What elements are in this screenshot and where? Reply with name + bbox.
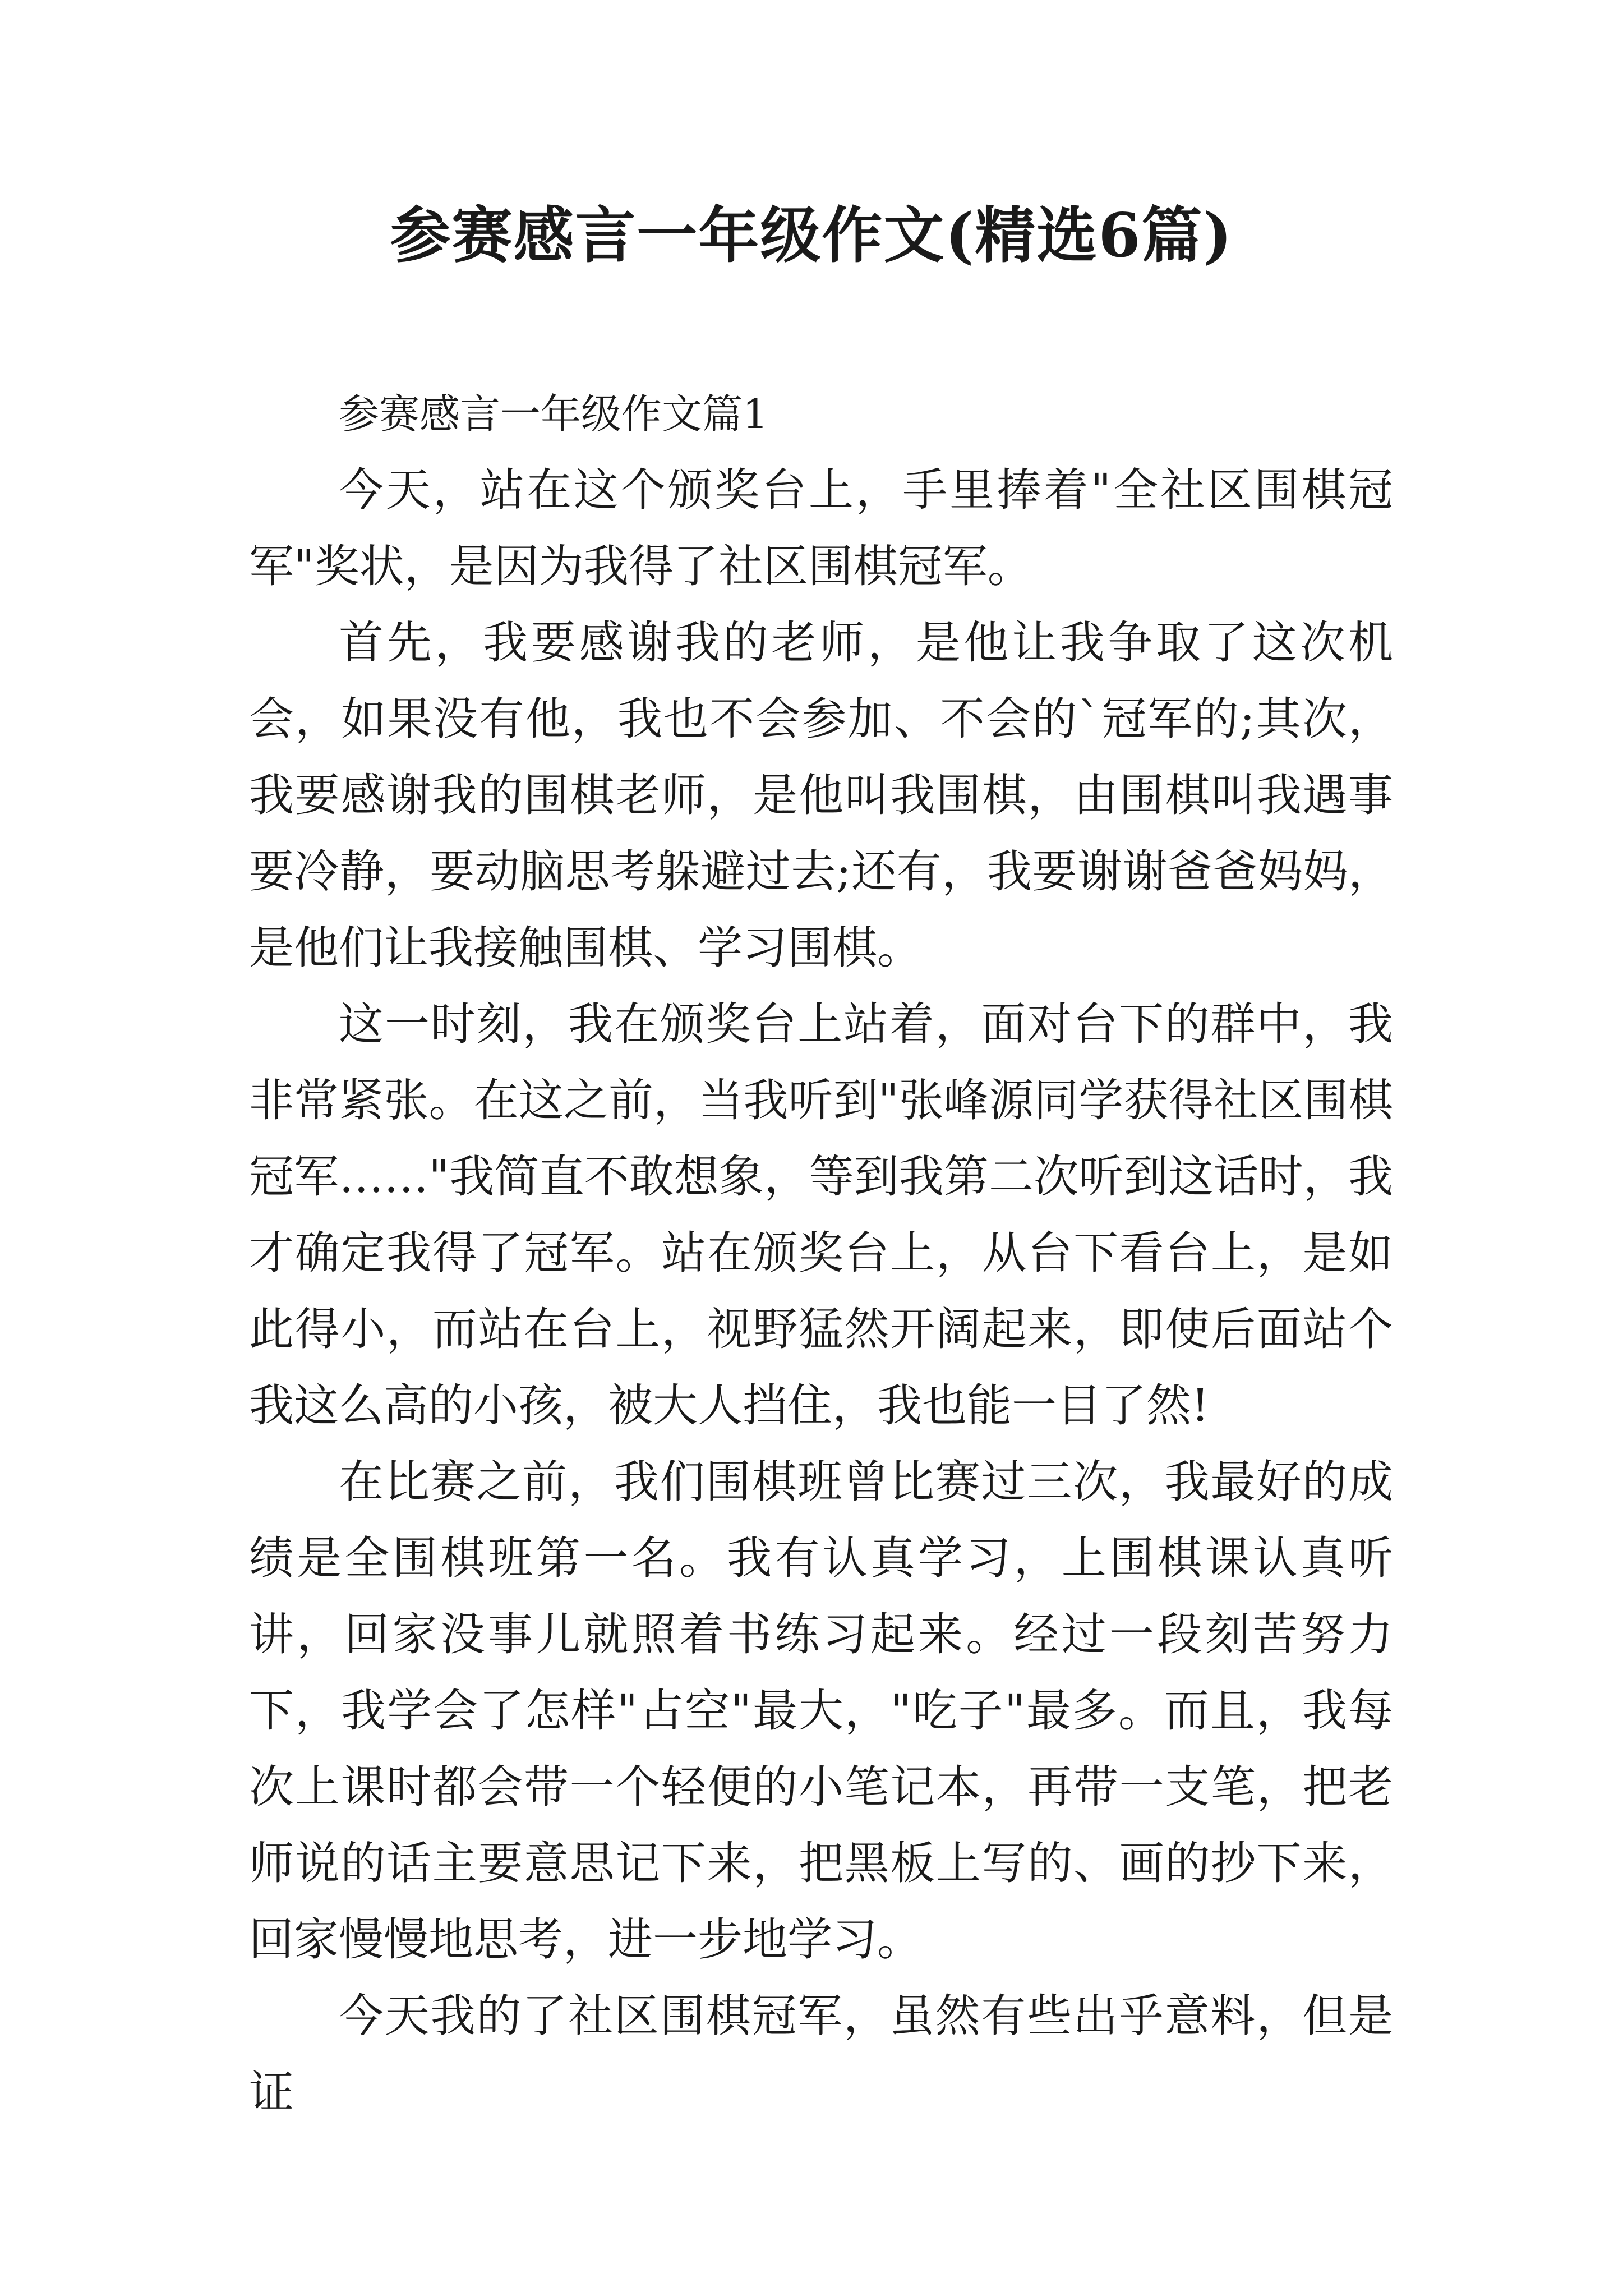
paragraph: 今天我的了社区围棋冠军，虽然有些出乎意料，但是证 [249, 1990, 1393, 2118]
section-heading: 参赛感言一年级作文篇1 [339, 390, 768, 438]
document-body [249, 376, 1393, 2131]
document-title: 参赛感言一年级作文(精选6篇) [390, 200, 1233, 271]
paragraph: 今天，站在这个颁奖台上，手里捧着"全社区围棋冠军"奖状，是因为我得了社区围棋冠军。 [249, 464, 1393, 592]
paragraph: 这一时刻，我在颁奖台上站着，面对台下的群中，我非常紧张。在这之前，当我听到"张峰源同学获得社区围棋冠军……"我简直不敢想象，等到我第二次听到这话时，我才确定我得了冠军。站在颁奖台上，从台下看台上，是如此得小，而站在台上，视野猛然开阔起来，即使后面站个我这么高的小孩，被大人挡住，我也能一目了然! [249, 998, 1393, 1432]
paragraph: 在比赛之前，我们围棋班曾比赛过三次，我最好的成绩是全围棋班第一名。我有认真学习，上围棋课认真听讲，回家没事儿就照着书练习起来。经过一段刻苦努力下，我学会了怎样"占空"最大，"吃子"最多。而且，我每次上课时都会带一个轻便的小笔记本，再带一支笔，把老师说的话主要意思记下来，把黑板上写的、画的抄下来，回家慢慢地思考，进一步地学习。 [249, 1456, 1393, 1966]
paragraph: 首先，我要感谢我的老师，是他让我争取了这次机会，如果没有他，我也不会参加、不会的`冠军的;其次，我要感谢我的围棋老师，是他叫我围棋，由围棋叫我遇事要冷静，要动脑思考躲避过去;还有，我要谢谢爸爸妈妈，是他们让我接触围棋、学习围棋。 [249, 616, 1393, 974]
